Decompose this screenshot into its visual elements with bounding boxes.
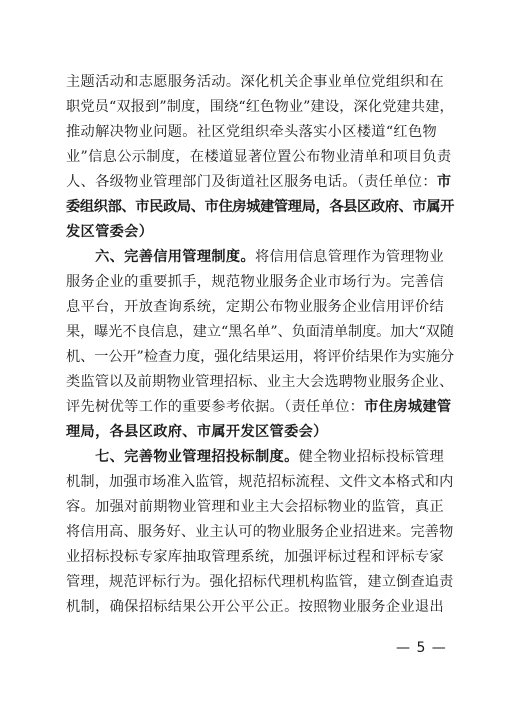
text-segment: 推动解决物业问题。社区党组织牵头落实小区楼道“红色物 [66,124,438,140]
text-line [66,370,454,395]
text-line [66,195,454,220]
text-line [66,520,454,545]
text-segment: 管理，规范评标行为。强化招标代理机构监管，建立倒查追责 [66,574,454,590]
text-line [66,95,454,120]
text-segment: 机、一公开”检查力度，强化结果运用，将评价结果作为实施分 [66,349,455,365]
text-line [66,345,454,370]
text-line [66,570,454,595]
text-line [66,120,454,145]
text-segment: 将信用高、服务好、业主认可的物业服务企业招进来。完善物 [66,524,454,540]
text-segment: 评先树优等工作的重要参考依据。（责任单位： [66,399,365,415]
text-segment: 业”信息公示制度，在楼道显著位置公布物业清单和项目负责 [66,149,452,165]
text-segment: 业招标投标专家库抽取管理系统，加强评标过程和评标专家 [66,549,444,565]
text-segment: 人、各级物业管理部门及街道社区服务电话。（责任单位： [66,174,437,190]
text-line [66,170,454,195]
text-line [66,470,454,495]
text-line [66,245,454,270]
bold-text-segment: 市 [436,174,452,190]
text-line [66,270,454,295]
bold-text-segment: 市住房城建管 [364,399,452,415]
text-segment: 容。加强对前期物业管理和业主大会招标物业的监管，真正 [66,499,444,515]
text-segment: 果，曝光不良信息，建立“黑名单”、负面清单制度。加大“双随 [66,324,454,340]
text-line [66,545,454,570]
text-line [66,595,454,620]
text-line [66,70,454,95]
text-segment: 将信用信息管理作为管理物业 [255,249,444,265]
text-line [66,320,454,345]
text-line [66,495,454,520]
text-line [66,445,454,470]
text-segment: 机制，确保招标结果公开公平公正。按照物业服务企业退出 [66,599,444,615]
text-line [66,220,454,245]
text-segment: 机制，加强市场准入监管，规范招标流程、文件文本格式和内 [66,474,454,490]
text-segment: 主题活动和志愿服务活动。深化机关企事业单位党组织和在 [66,74,444,90]
bold-text-segment: 理局，各县区政府、市属开发区管委会） [66,424,328,440]
text-segment: 职党员“双报到”制度，围绕“红色物业”建设，深化党建共建， [66,99,454,115]
text-line [66,295,454,320]
text-segment: 服务企业的重要抓手，规范物业服务企业市场行为。完善信 [66,274,444,290]
text-segment: 息平台，开放查询系统，定期公布物业服务企业信用评价结 [66,299,444,315]
page-number: — 5 — [396,640,447,656]
body-text [66,70,454,620]
text-segment: 健全物业招标投标管理 [298,449,444,465]
bold-text-segment: 委组织部、市民政局、市住房城建管理局，各县区政府、市属开 [66,199,455,215]
bold-text-segment: 发区管委会） [66,224,154,240]
text-line [66,145,454,170]
text-line [66,395,454,420]
text-line [66,420,454,445]
bold-text-segment: 七、完善物业管理招投标制度。 [66,449,299,465]
text-segment: 类监管以及前期物业管理招标、业主大会选聘物业服务企业、 [66,374,454,390]
bold-text-segment: 六、完善信用管理制度。 [66,249,255,265]
